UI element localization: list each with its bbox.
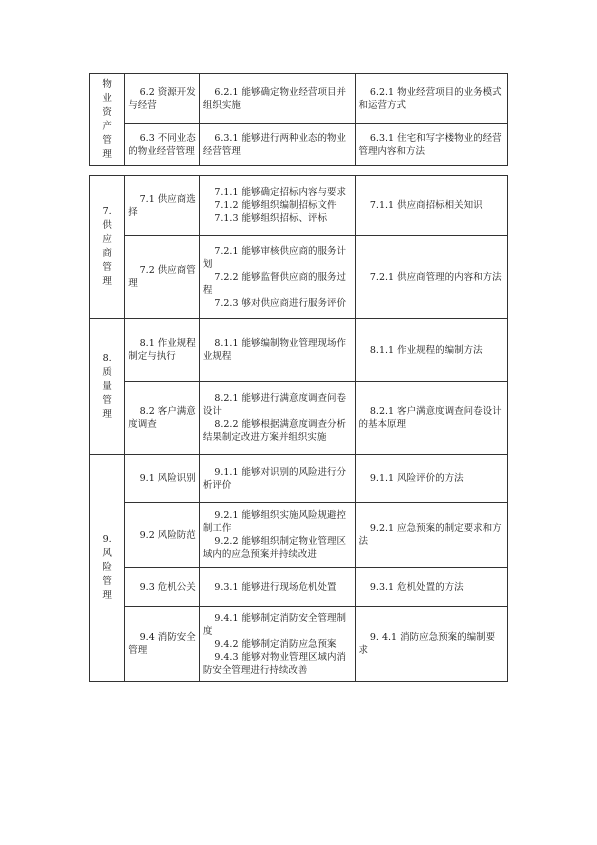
- ability-line: 7.1.3 能够组织招标、评标: [214, 213, 328, 224]
- skill-cell: 8.2 客户满意度调查: [125, 382, 200, 455]
- ability-line: 9.4.1 能够制定消防安全管理制度: [202, 612, 347, 637]
- knowledge-cell: 7.1.1 供应商招标相关知识: [355, 176, 508, 236]
- table-row: [90, 74, 508, 124]
- skill-cell: 9.2 风险防范: [125, 503, 200, 568]
- ability-cell: [199, 382, 355, 455]
- table-row: [90, 382, 508, 455]
- table-row: [90, 455, 508, 503]
- ability-line: 9.2.2 能够组织制定物业管理区域内的应急预案并持续改进: [202, 536, 347, 560]
- category-cell: [90, 176, 125, 319]
- skill-cell: 9.4 消防安全管理: [125, 607, 200, 682]
- skill-cell: 7.1 供应商选择: [125, 176, 200, 236]
- ability-cell: 6.3.1 能够进行两种业态的物业经营管理: [199, 124, 355, 166]
- skill-cell: 7.2 供应商管理: [125, 236, 200, 319]
- knowledge-cell: 9.1.1 风险评价的方法: [355, 455, 508, 503]
- ability-cell: [199, 176, 355, 236]
- ability-cell: [199, 607, 355, 682]
- table-row: [90, 176, 508, 236]
- skill-cell: 9.1 风险识别: [125, 455, 200, 503]
- ability-line: 8.2.1 能够进行满意度调查问卷设计: [202, 393, 347, 417]
- ability-line: 9.4.3 能够对物业管理区域内消防安全管理进行持续改善: [202, 651, 347, 676]
- category-cell: [90, 455, 125, 682]
- knowledge-cell: 6.3.1 住宅和写字楼物业的经营管理内容和方法: [355, 124, 508, 166]
- ability-cell: 6.2.1 能够确定物业经营项目并组织实施: [199, 74, 355, 124]
- skills-table-part-2: [89, 175, 508, 682]
- table-row: [90, 236, 508, 319]
- knowledge-cell: 8.1.1 作业规程的编制方法: [355, 319, 508, 382]
- category-label: 9.风险管理: [102, 534, 112, 601]
- ability-line: 7.2.1 能够审核供应商的服务计划: [202, 245, 347, 270]
- table-row: [90, 124, 508, 166]
- category-cell: [90, 319, 125, 455]
- table-row: [90, 503, 508, 568]
- table-row: [90, 319, 508, 382]
- category-label: 7.供应商管理: [102, 206, 112, 287]
- knowledge-cell: 9.3.1 危机处置的方法: [355, 568, 508, 607]
- ability-line: 9.4.2 能够制定消防应急预案: [214, 638, 337, 650]
- ability-cell: [199, 503, 355, 568]
- ability-line: 7.1.1 能够确定招标内容与要求: [214, 187, 347, 198]
- knowledge-cell: 9.2.1 应急预案的制定要求和方法: [355, 503, 508, 568]
- ability-cell: 8.1.1 能够编制物业管理现场作业规程: [199, 319, 355, 382]
- skill-cell: 6.3 不同业态的物业经营管理: [125, 124, 200, 166]
- knowledge-cell: 7.2.1 供应商管理的内容和方法: [355, 236, 508, 319]
- ability-line: 7.2.3 够对供应商进行服务评价: [214, 297, 347, 309]
- skill-cell: 8.1 作业规程制定与执行: [125, 319, 200, 382]
- category-label: 8.质量管理: [102, 352, 112, 420]
- ability-line: 7.1.2 能够组织编制招标文件: [214, 200, 337, 211]
- knowledge-cell: 8.2.1 客户满意度调查问卷设计的基本原理: [355, 382, 508, 455]
- knowledge-cell: 9. 4.1 消防应急预案的编制要求: [355, 607, 508, 682]
- category-label: 物业资产管理: [102, 78, 112, 160]
- ability-cell: 9.1.1 能够对识别的风险进行分析评价: [199, 455, 355, 503]
- category-cell: [90, 74, 125, 166]
- ability-line: 9.2.1 能够组织实施风险规避控制工作: [202, 510, 347, 534]
- ability-line: 8.2.2 能够根据满意度调查分析结果制定改进方案并组织实施: [202, 419, 347, 443]
- ability-line: 7.2.2 能够监督供应商的服务过程: [202, 271, 347, 296]
- table-row: [90, 607, 508, 682]
- skill-cell: 9.3 危机公关: [125, 568, 200, 607]
- skill-cell: 6.2 资源开发与经营: [125, 74, 200, 124]
- table-row: [90, 568, 508, 607]
- ability-cell: [199, 236, 355, 319]
- knowledge-cell: 6.2.1 物业经营项目的业务模式和运营方式: [355, 74, 508, 124]
- skills-table-part-1: [89, 73, 508, 166]
- ability-cell: 9.3.1 能够进行现场危机处置: [199, 568, 355, 607]
